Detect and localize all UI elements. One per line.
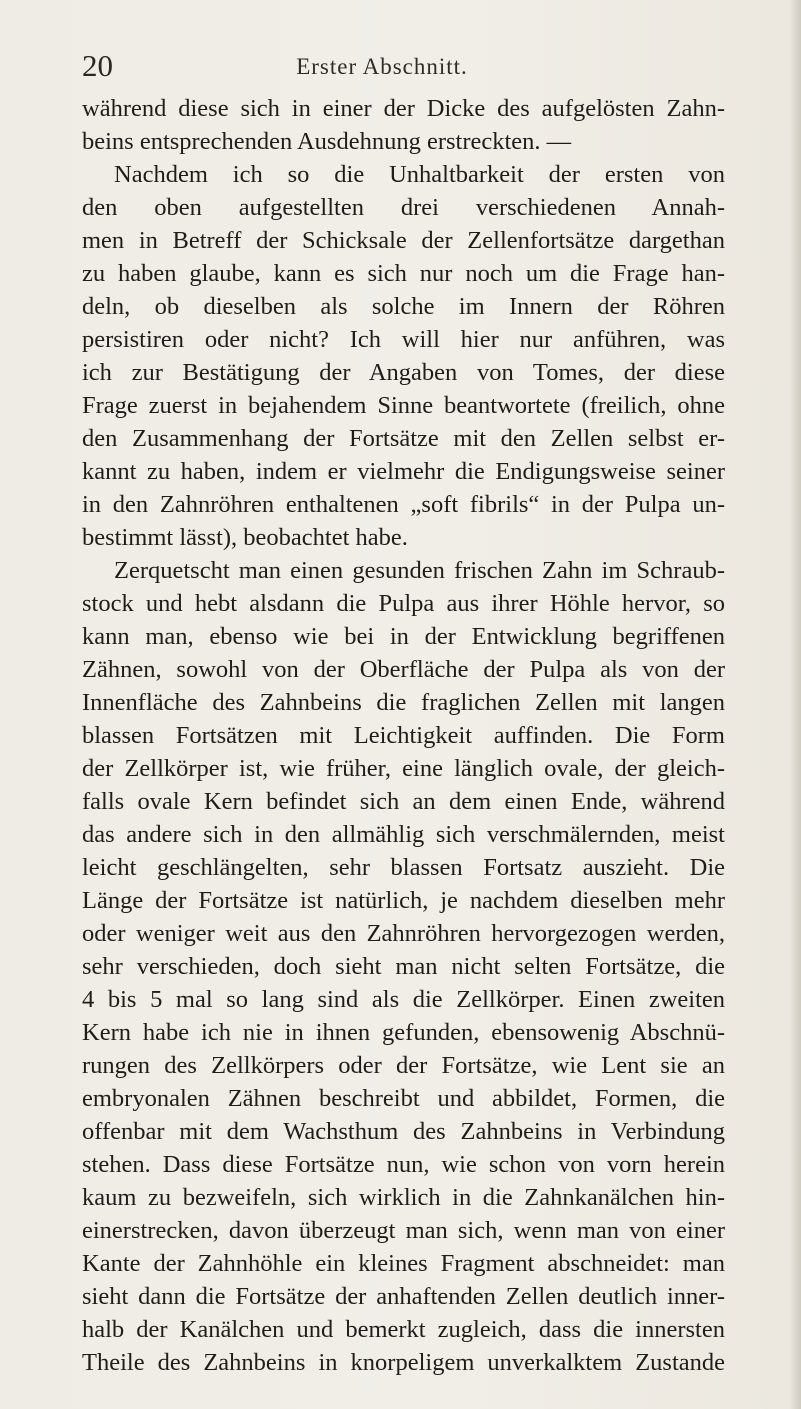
body-text — [82, 92, 725, 1379]
text-line: bestimmt lässt), beobachtet habe. — [82, 524, 408, 551]
text-line: offenbar mit dem Wachsthum des Zahnbeins in Verbindung — [82, 1118, 725, 1145]
text-line: zu haben glaube, kann es sich nur noch um die Frage han- — [82, 260, 725, 287]
text-line: Zerquetscht man einen gesunden frischen Zahn im Schraub- — [114, 557, 725, 584]
text-line: Frage zuerst in bejahendem Sinne beantwortete (freilich, ohne — [82, 392, 725, 419]
text-line: Theile des Zahnbeins in knorpeligem unverkalktem Zustande — [82, 1349, 725, 1376]
text-line: sehr verschieden, doch sieht man nicht selten Fortsätze, die — [82, 953, 725, 980]
text-line: ich zur Bestätigung der Angaben von Tomes, der diese — [82, 359, 725, 386]
text-line: sieht dann die Fortsätze der anhaftenden Zellen deutlich inner- — [82, 1283, 725, 1310]
page-edge-shadow — [789, 0, 801, 1409]
text-line: Kante der Zahnhöhle ein kleines Fragment abschneidet: man — [82, 1250, 725, 1277]
text-line: deln, ob dieselben als solche im Innern der Röhren — [82, 293, 725, 320]
text-line: persistiren oder nicht? Ich will hier nur anführen, was — [82, 326, 725, 353]
text-line: leicht geschlängelten, sehr blassen Fortsatz auszieht. Die — [82, 854, 725, 881]
text-line: Länge der Fortsätze ist natürlich, je nachdem dieselben mehr — [82, 887, 725, 914]
text-line: in den Zahnröhren enthaltenen „soft fibrils“ in der Pulpa un- — [82, 491, 725, 518]
text-line: men in Betreff der Schicksale der Zellenfortsätze dargethan — [82, 227, 725, 254]
text-line: einerstrecken, davon überzeugt man sich, wenn man von einer — [82, 1217, 725, 1244]
text-line: stock und hebt alsdann die Pulpa aus ihrer Höhle hervor, so — [82, 590, 725, 617]
text-line: falls ovale Kern befindet sich an dem einen Ende, während — [82, 788, 725, 815]
text-line: Innenfläche des Zahnbeins die fraglichen Zellen mit langen — [82, 689, 725, 716]
text-line: Zähnen, sowohl von der Oberfläche der Pulpa als von der — [82, 656, 725, 683]
text-line: stehen. Dass diese Fortsätze nun, wie schon von vorn herein — [82, 1151, 725, 1178]
text-line: den oben aufgestellten drei verschiedenen Annah- — [82, 194, 725, 221]
text-line: kann man, ebenso wie bei in der Entwicklung begriffenen — [82, 623, 725, 650]
text-line: der Zellkörper ist, wie früher, eine länglich ovale, der gleich- — [82, 755, 725, 782]
text-line: oder weniger weit aus den Zahnröhren hervorgezogen werden, — [82, 920, 725, 947]
text-line: das andere sich in den allmählig sich verschmälernden, meist — [82, 821, 725, 848]
text-line: 4 bis 5 mal so lang sind als die Zellkörper. Einen zweiten — [82, 986, 725, 1013]
text-line: embryonalen Zähnen beschreibt und abbildet, Formen, die — [82, 1085, 725, 1112]
text-line: rungen des Zellkörpers oder der Fortsätze, wie Lent sie an — [82, 1052, 725, 1079]
text-line: kaum zu bezweifeln, sich wirklich in die Zahnkanälchen hin- — [82, 1184, 725, 1211]
text-line: kannt zu haben, indem er vielmehr die Endigungsweise seiner — [82, 458, 725, 485]
text-line: Kern habe ich nie in ihnen gefunden, ebensowenig Abschnü- — [82, 1019, 725, 1046]
text-line: beins entsprechenden Ausdehnung erstreckten. — — [82, 128, 572, 155]
text-line: halb der Kanälchen und bemerkt zugleich, dass die innersten — [82, 1316, 725, 1343]
running-title: Erster Abschnitt. — [296, 54, 468, 79]
page-header — [82, 48, 720, 88]
text-line: blassen Fortsätzen mit Leichtigkeit auffinden. Die Form — [82, 722, 725, 749]
text-line: den Zusammenhang der Fortsätze mit den Zellen selbst er- — [82, 425, 725, 452]
text-line: Nachdem ich so die Unhaltbarkeit der ersten von — [114, 161, 725, 188]
page-number: 20 — [82, 48, 113, 83]
text-line: während diese sich in einer der Dicke des aufgelösten Zahn- — [82, 95, 725, 122]
